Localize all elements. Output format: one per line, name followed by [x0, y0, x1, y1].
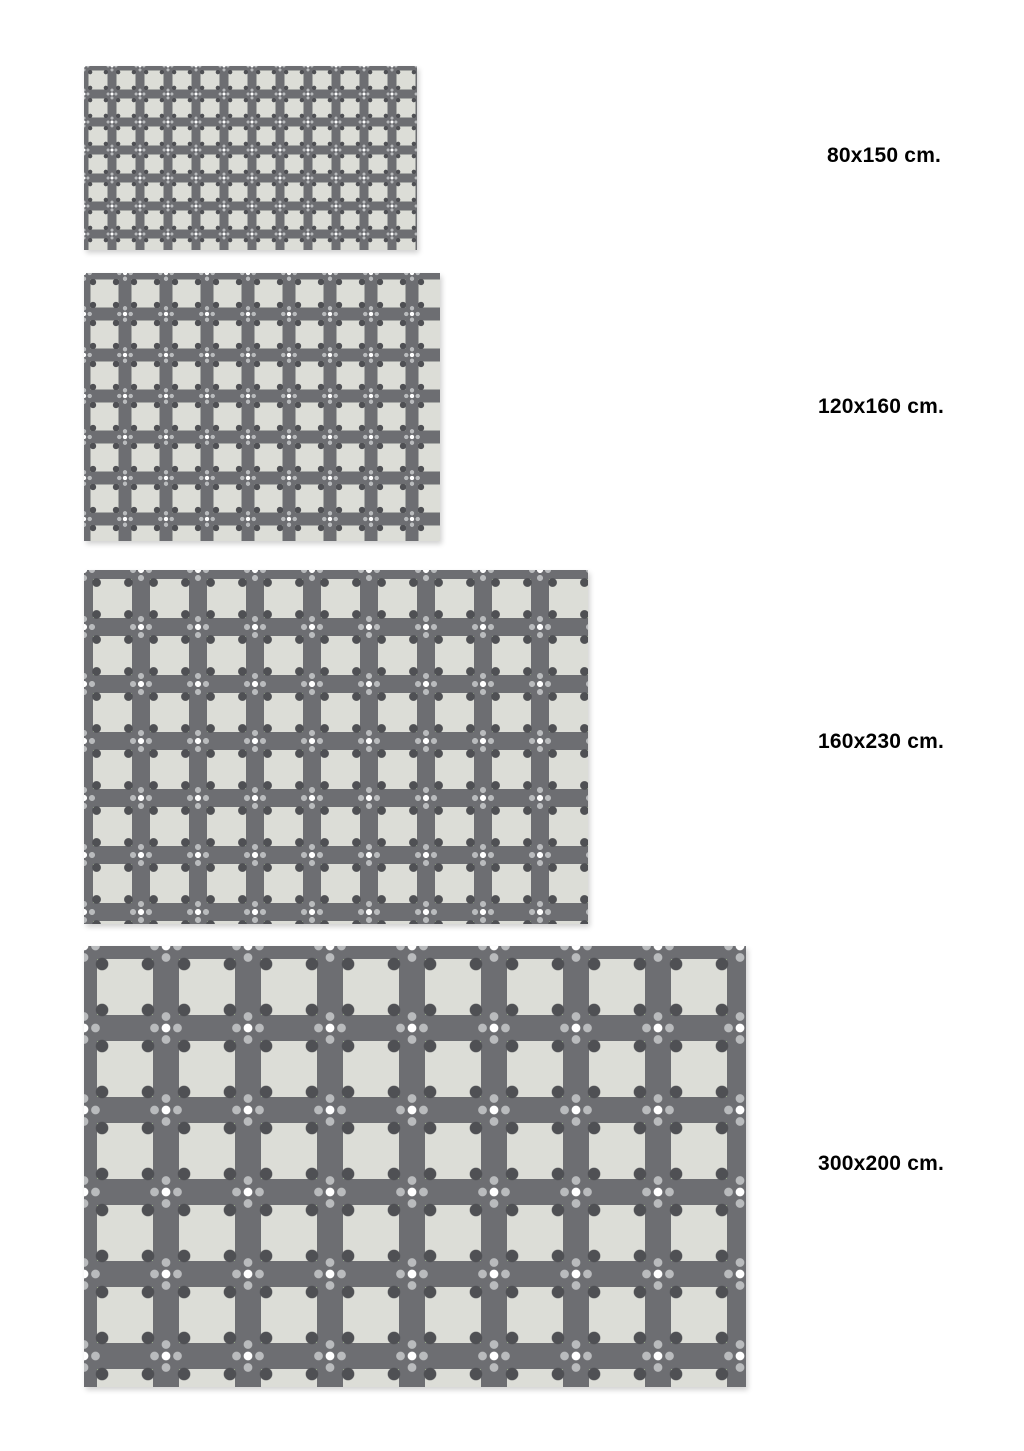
rug-label-300x200: 300x200 cm.	[818, 1152, 944, 1175]
rug-label-120x160: 120x160 cm.	[818, 395, 944, 418]
tile-inner-motif-layer	[84, 946, 746, 1387]
rug-swatch-80x150	[84, 66, 417, 250]
rug-swatch-160x230	[84, 570, 588, 924]
rug-swatch-120x160	[84, 273, 440, 541]
rug-label-160x230: 160x230 cm.	[818, 730, 944, 753]
tile-inner-motif-layer	[84, 570, 588, 924]
rug-swatch-300x200	[84, 946, 746, 1387]
rug-label-80x150: 80x150 cm.	[827, 144, 942, 167]
tile-inner-motif-layer	[84, 273, 440, 541]
tile-inner-motif-layer	[84, 66, 417, 250]
